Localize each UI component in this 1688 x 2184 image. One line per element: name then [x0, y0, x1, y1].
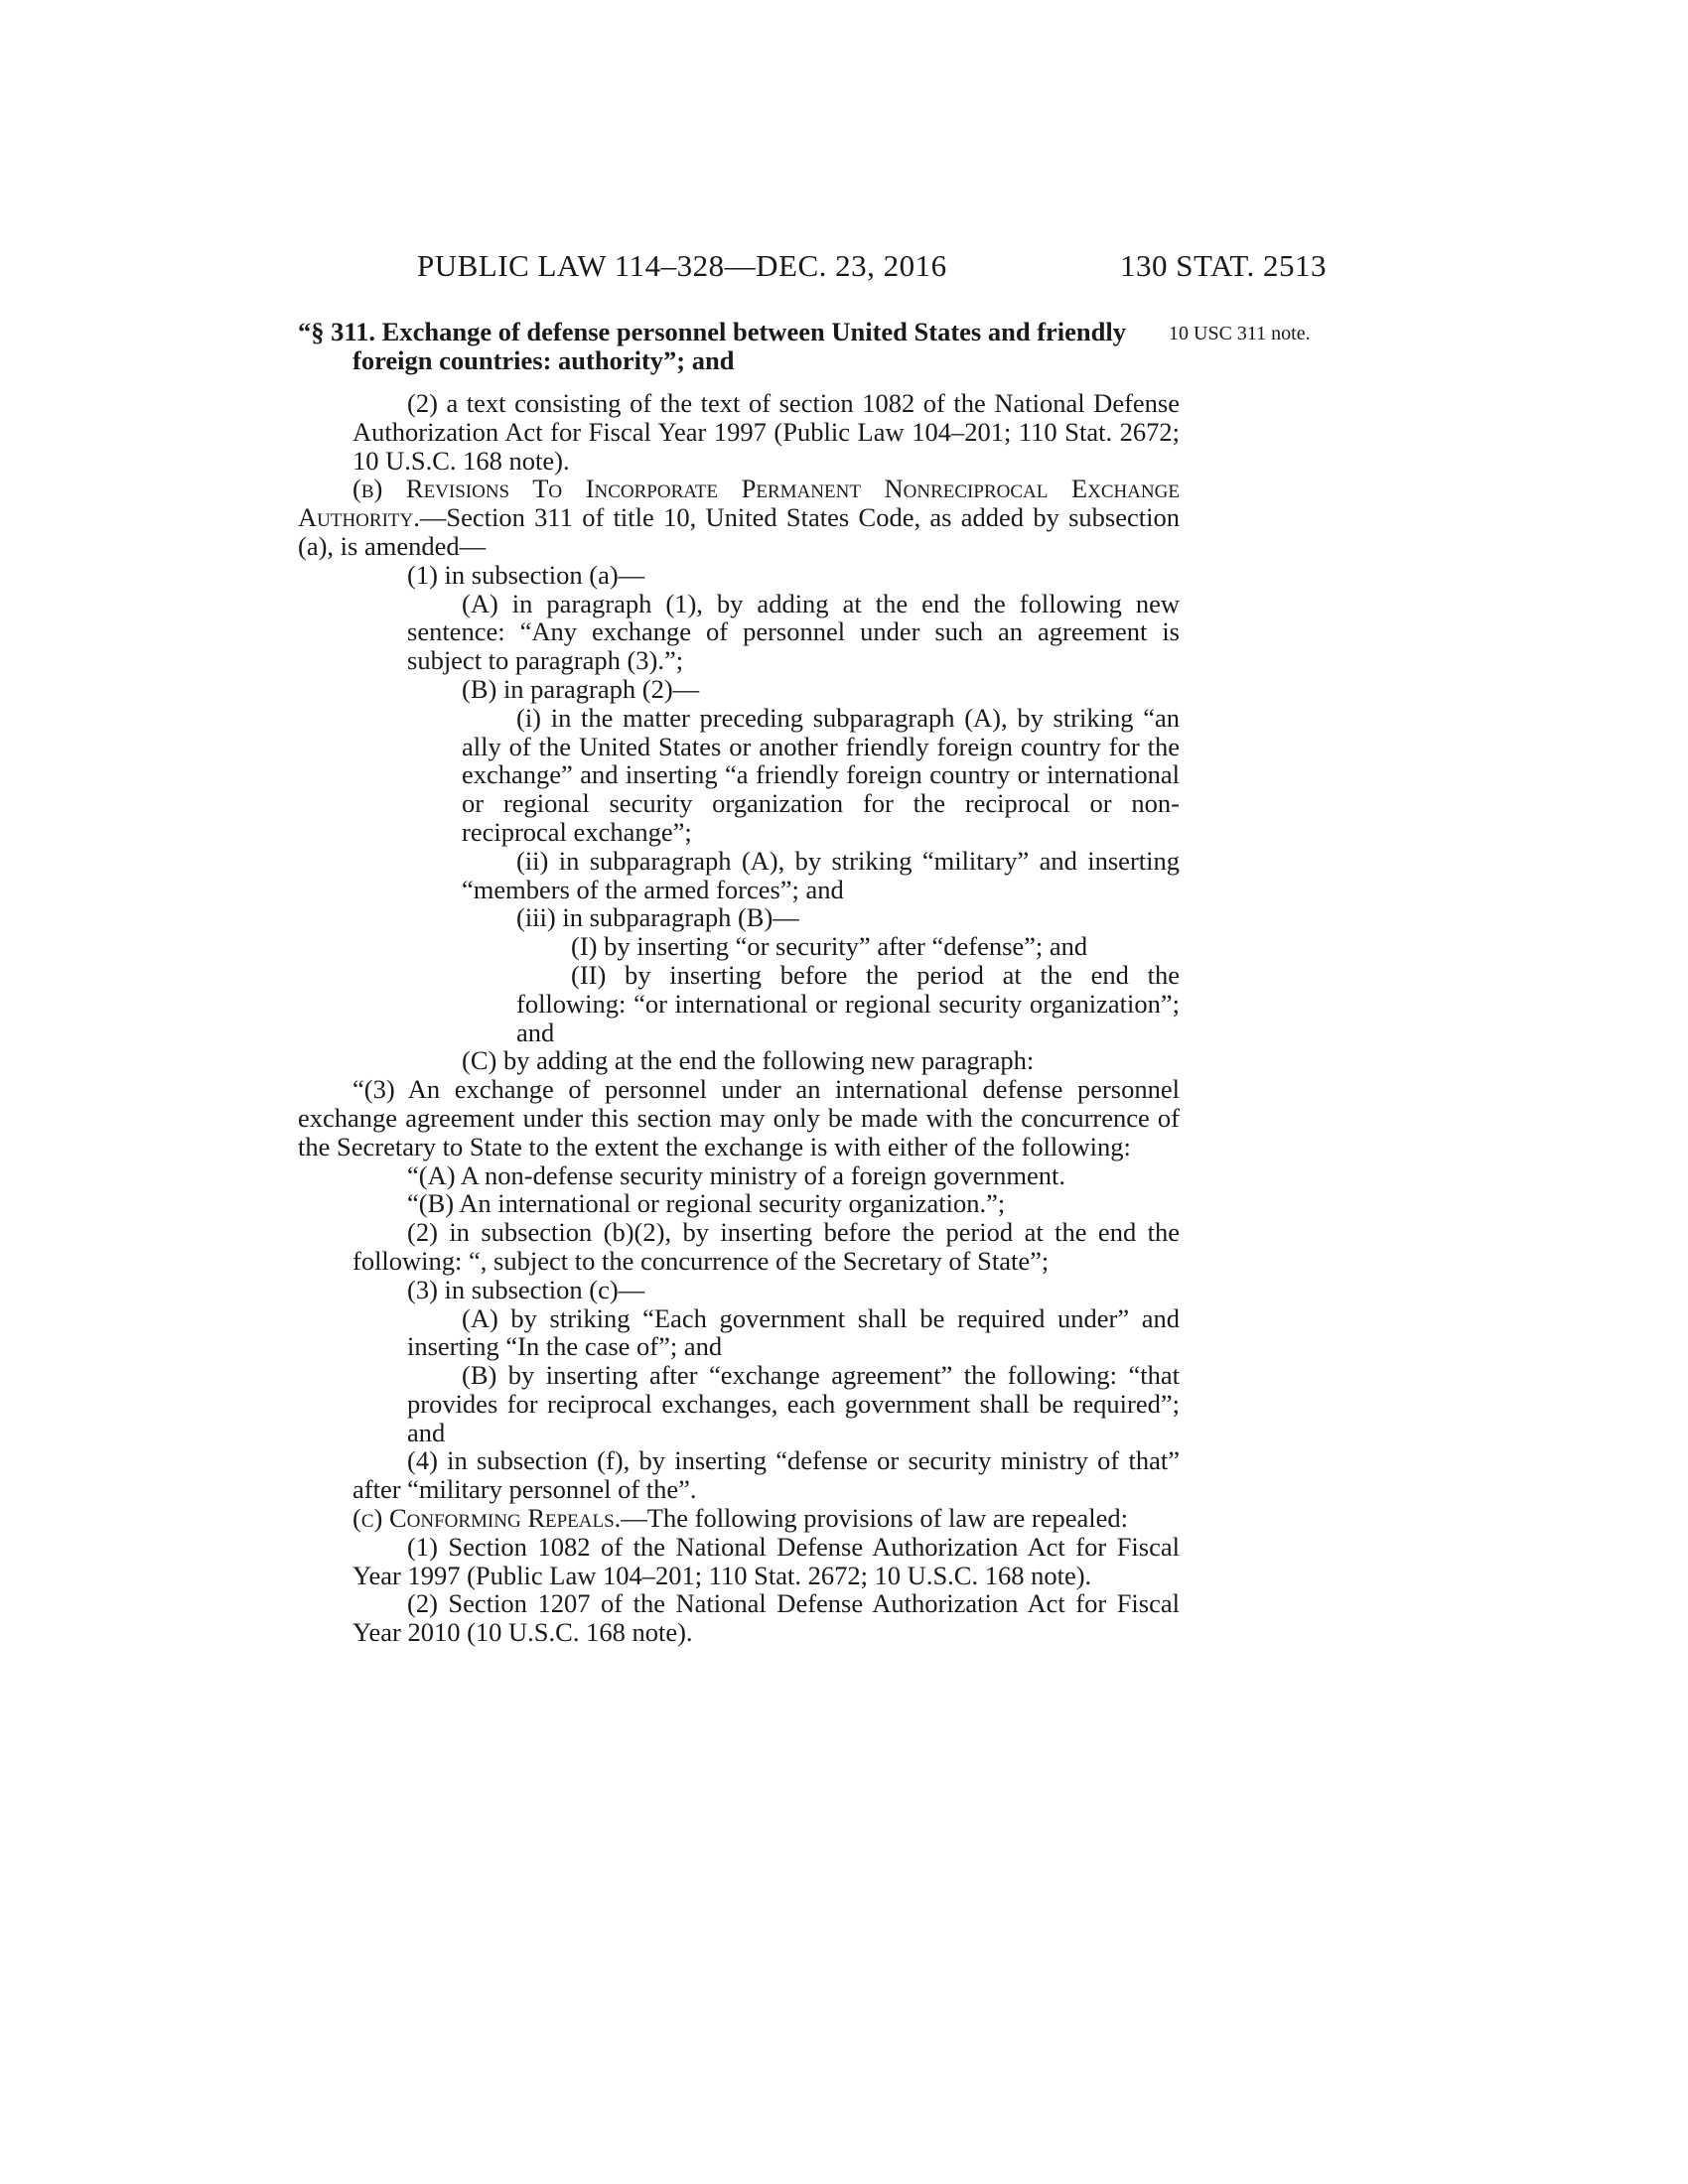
page-number: 130 STAT. 2513 [1120, 248, 1328, 283]
subsection-text: —The following provisions of law are repealed: [621, 1503, 1129, 1534]
paragraph: (I) by inserting “or security” after “defense”; and [571, 931, 1088, 962]
paragraph: (II) by inserting before the period at the end the following: “or international or regional security organization”; and [516, 959, 1180, 1047]
paragraph: (4) in subsection (f), by inserting “defense or security ministry of that” after “military personnel of the”. [352, 1445, 1180, 1505]
paragraph: (2) in subsection (b)(2), by inserting before the period at the end the following: “, subject to the concurrence of the Secretary of State”; [352, 1217, 1180, 1276]
subsection-heading: (b) Revisions To Incorporate Permanent Nonreciprocal Exchange Authority. [298, 474, 1180, 533]
paragraph: “(B) An international or regional security organization.”; [407, 1188, 1006, 1219]
paragraph: “(3) An exchange of personnel under an international defense personnel exchange agreement under this section may only be made with the concurrence of the Secretary to State to the extent the exchange is with either of the following: [298, 1074, 1180, 1161]
paragraph: (1) Section 1082 of the National Defense Authorization Act for Fiscal Year 1997 (Public Law 104–201; 110 Stat. 2672; 10 U.S.C. 168 note). [352, 1531, 1180, 1590]
paragraph: (2) Section 1207 of the National Defense Authorization Act for Fiscal Year 2010 (10 U.S.C. 168 note). [352, 1588, 1180, 1648]
running-header: PUBLIC LAW 114–328—DEC. 23, 2016 [417, 248, 947, 283]
paragraph: (i) in the matter preceding subparagraph (A), by striking “an ally of the United States or another friendly foreign country for the exchange” and inserting “a friendly foreign country or international or regional security organization for the reciprocal or non-reciprocal exchange”; [462, 702, 1180, 847]
paragraph: “(A) A non-defense security ministry of a foreign government. [407, 1160, 1066, 1190]
subsection-text: —Section 311 of title 10, United States Code, as added by subsection (a), is amended— [298, 502, 1180, 561]
paragraph: (ii) in subparagraph (A), by striking “military” and inserting “members of the armed forces”; and [462, 845, 1180, 904]
subsection-heading: (c) Conforming Repeals. [352, 1503, 622, 1534]
paragraph: (iii) in subparagraph (B)— [516, 902, 799, 933]
margin-note: 10 USC 311 note. [1169, 323, 1311, 344]
paragraph: (A) in paragraph (1), by adding at the end the following new sentence: “Any exchange of personnel under such an agreement is subject to paragraph (3).”; [407, 588, 1180, 676]
subsection-c [298, 1504, 1180, 1533]
section-heading: “§ 311. Exchange of defense personnel between United States and friendly foreign countries: authority”; and [298, 317, 1127, 375]
paragraph: (A) by striking “Each government shall be required under” and inserting “In the case of”; and [407, 1302, 1180, 1362]
paragraph: (C) by adding at the end the following new paragraph: [462, 1045, 1035, 1076]
paragraph: (3) in subsection (c)— [407, 1274, 645, 1304]
paragraph: (1) in subsection (a)— [407, 559, 645, 590]
statute-body [298, 318, 1180, 1647]
paragraph: (2) a text consisting of the text of section 1082 of the National Defense Authorization Act for Fiscal Year 1997 (Public Law 104–201; 110 Stat. 2672; 10 U.S.C. 168 note). [352, 388, 1180, 476]
paragraph: (B) in paragraph (2)— [462, 673, 700, 704]
subsection-b [298, 475, 1180, 560]
paragraph: (B) by inserting after “exchange agreement” the following: “that provides for reciprocal exchanges, each government shall be required”; and [407, 1360, 1180, 1447]
